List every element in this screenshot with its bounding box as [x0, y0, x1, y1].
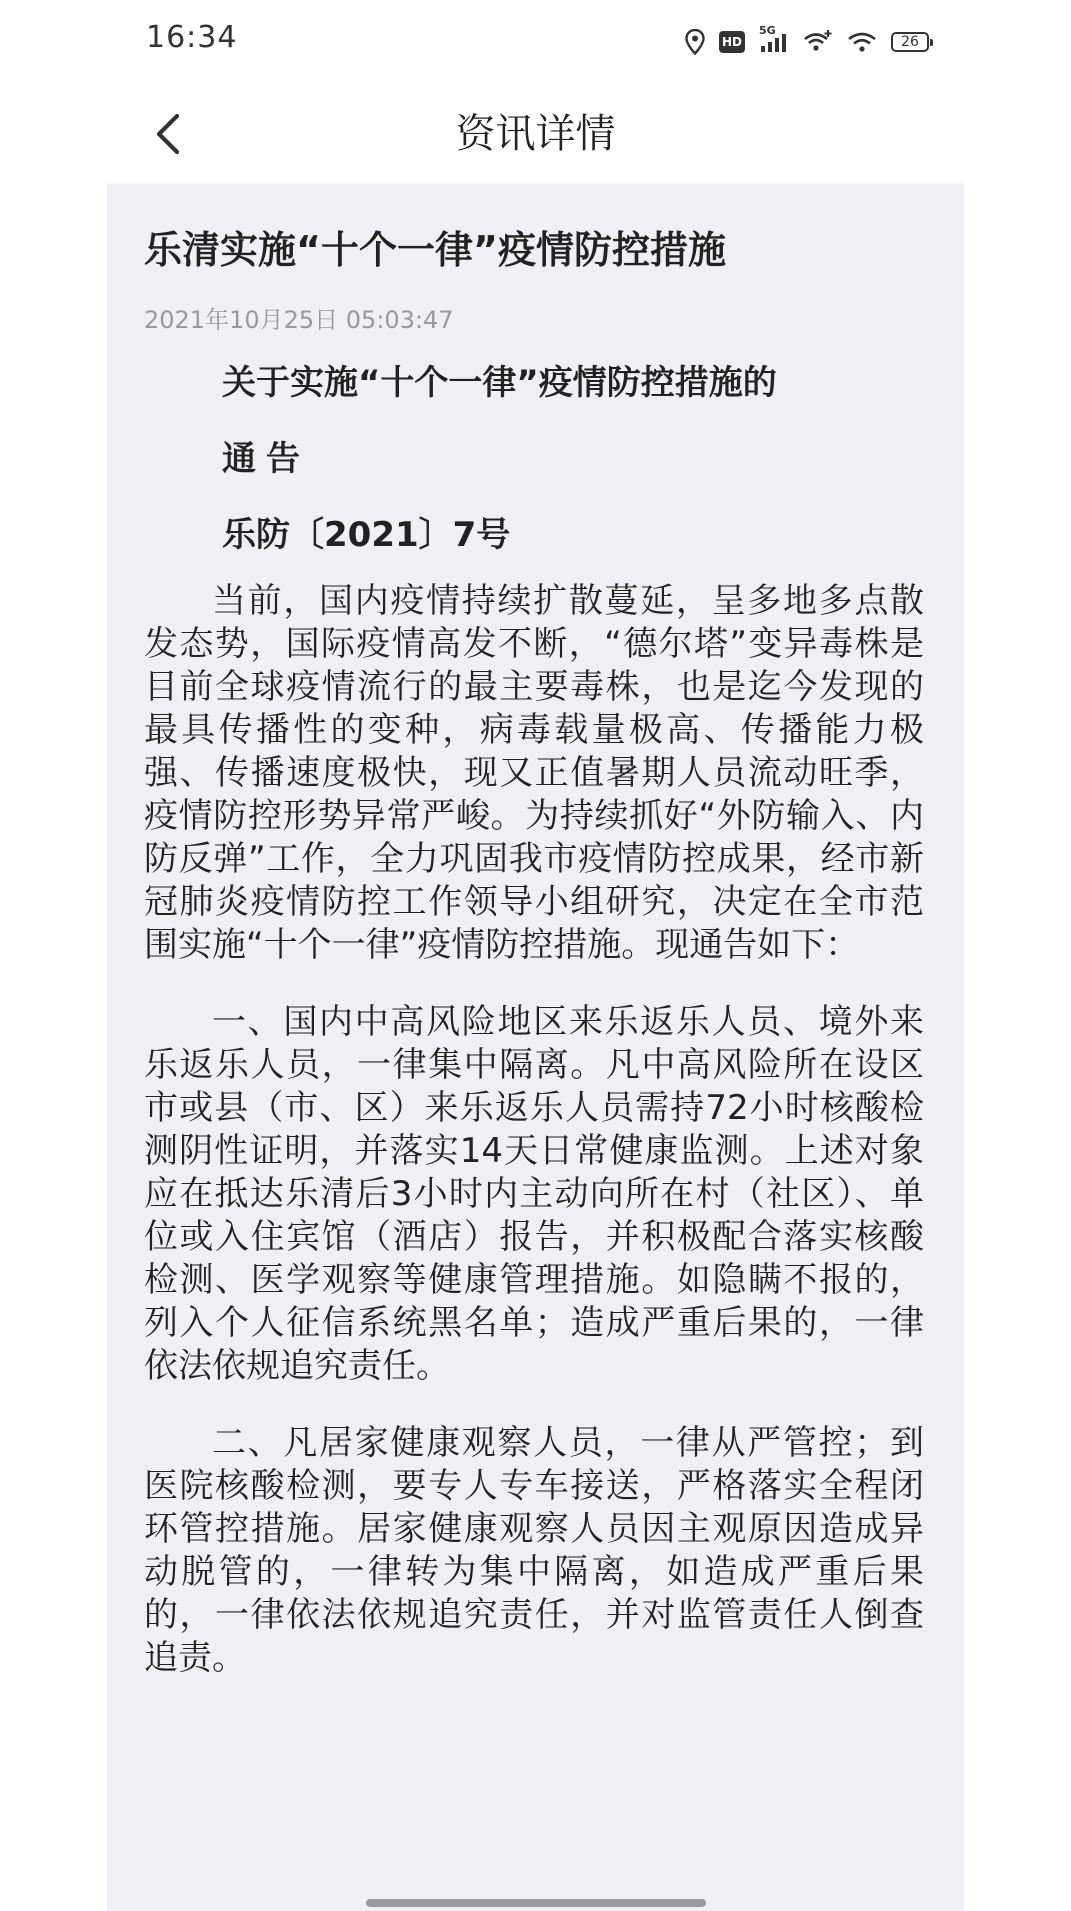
status-icons [685, 24, 929, 60]
page-title: 资讯详情 [455, 111, 616, 157]
article-title: 乐清实施“十个一律”疫情防控措施 [144, 228, 726, 272]
article-card [107, 184, 964, 1911]
status-time: 16:34 [146, 20, 238, 55]
network-label: 5G [759, 24, 776, 37]
notice-number: 乐防〔2021〕7号 [222, 515, 511, 555]
location-icon [685, 29, 705, 55]
wifi-plus-icon [803, 30, 833, 54]
home-indicator[interactable] [366, 1899, 706, 1907]
article-paragraph: 二、凡居家健康观察人员，一律从严管控；到医院核酸检测，要专人专车接送，严格落实全程闭环管控措施。居家健康观察人员因主观原因造成异动脱管的，一律转为集中隔离，如造成严重后果的，一律依法依规追究责任，并对监管责任人倒查追责。 [144, 1423, 924, 1678]
notice-title: 关于实施“十个一律”疫情防控措施的 [222, 363, 777, 403]
article-paragraph: 当前，国内疫情持续扩散蔓延，呈多地多点散发态势，国际疫情高发不断，“德尔塔”变异毒株是目前全球疫情流行的最主要毒株，也是迄今发现的最具传播性的变种，病毒载量极高、传播能力极强、传播速度极快，现又正值暑期人员流动旺季，疫情防控形势异常严峻。为持续抓好“外防输入、内防反弹”工作，全力巩固我市疫情防控成果，经市新冠肺炎疫情防控工作领导小组研究，决定在全市范围实施“十个一律”疫情防控措施。现通告如下： [144, 581, 924, 965]
nav-bar [0, 84, 1071, 184]
battery-icon: 26 [891, 32, 929, 52]
article-paragraph: 一、国内中高风险地区来乐返乐人员、境外来乐返乐人员，一律集中隔离。凡中高风险所在设区市或县（市、区）来乐返乐人员需持72小时核酸检测阴性证明，并落实14天日常健康监测。上述对象应在抵达乐清后3小时内主动向所在村（社区）、单位或入住宾馆（酒店）报告，并积极配合落实核酸检测、医学观察等健康管理措施。如隐瞒不报的，列入个人征信系统黑名单；造成严重后果的，一律依法依规追究责任。 [144, 1002, 924, 1386]
hd-icon: HD [719, 31, 745, 53]
status-bar [0, 0, 1071, 84]
notice-subtitle: 通告 [222, 439, 310, 479]
wifi-icon [847, 30, 877, 54]
article-date: 2021年10月25日 05:03:47 [144, 306, 454, 334]
signal-5g-icon [759, 24, 789, 54]
